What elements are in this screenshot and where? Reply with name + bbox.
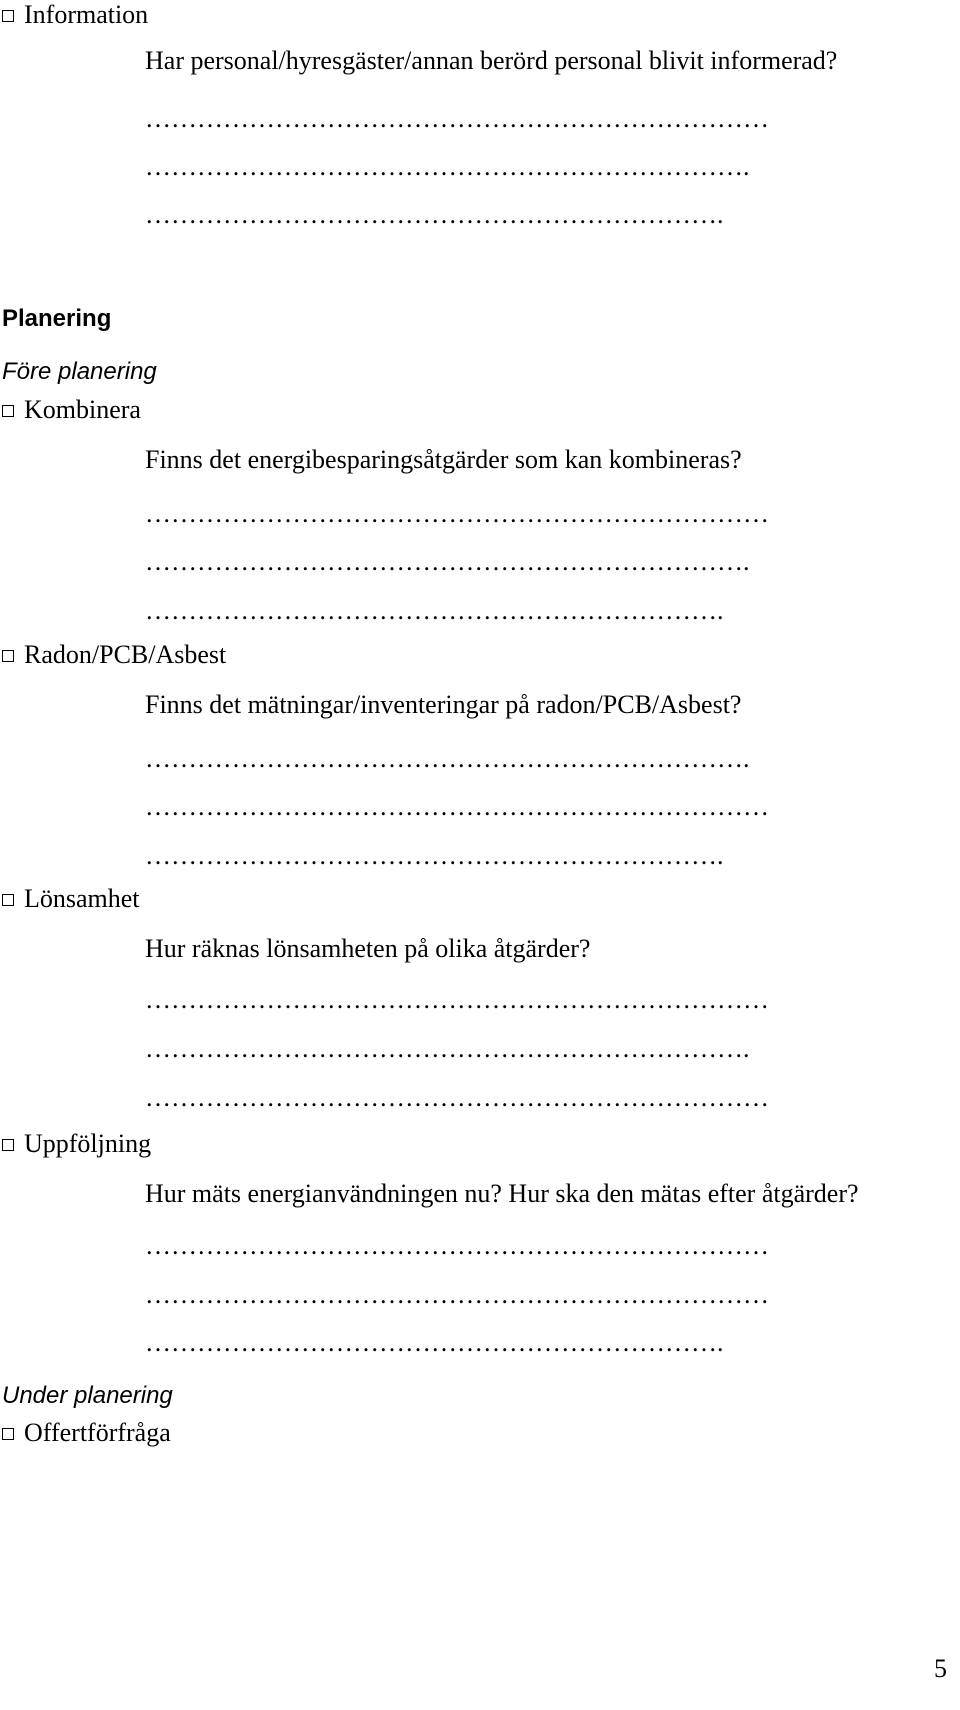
question-text: Hur räknas lönsamheten på olika åtgärder? (145, 934, 591, 963)
answer-line[interactable]: ……………………………………………………………. (145, 152, 750, 181)
checkbox-item-information[interactable] (2, 0, 148, 30)
item-label: Kombinera (24, 395, 141, 424)
checkbox-icon[interactable] (2, 650, 14, 662)
answer-line[interactable]: …………………………………………………………. (145, 841, 724, 870)
checkbox-item-offertforfraga[interactable] (2, 1418, 171, 1448)
answer-line[interactable]: ……………………………………………………………. (145, 1034, 750, 1063)
question-text: Har personal/hyresgäster/annan berörd personal blivit informerad? (145, 46, 838, 75)
item-label: Information (24, 0, 149, 29)
checkbox-icon[interactable] (2, 405, 14, 417)
item-label: Lönsamhet (24, 884, 140, 913)
checkbox-item-uppfoljning[interactable] (2, 1129, 151, 1159)
checkbox-icon[interactable] (2, 10, 14, 22)
checkbox-icon[interactable] (2, 1428, 14, 1440)
item-label: Uppföljning (24, 1129, 152, 1158)
subheading-fore-planering: Före planering (2, 358, 157, 385)
answer-line[interactable]: ……………………………………………………………… (145, 499, 769, 528)
item-label: Offertförfråga (24, 1418, 171, 1447)
section-heading: Planering (2, 305, 112, 332)
page-number: 5 (934, 1654, 947, 1683)
question-text: Hur mäts energianvändningen nu? Hur ska den mätas efter åtgärder? (145, 1179, 859, 1208)
answer-line[interactable]: ……………………………………………………………… (145, 1280, 769, 1309)
checkbox-item-radon-pcb-asbest[interactable] (2, 640, 226, 670)
checkbox-icon[interactable] (2, 894, 14, 906)
answer-line[interactable]: ……………………………………………………………… (145, 792, 769, 821)
answer-line[interactable]: ……………………………………………………………. (145, 547, 750, 576)
answer-line[interactable]: ……………………………………………………………… (145, 1231, 769, 1260)
checkbox-icon[interactable] (2, 1139, 14, 1151)
answer-line[interactable]: …………………………………………………………. (145, 1328, 724, 1357)
answer-line[interactable]: ……………………………………………………………… (145, 1083, 769, 1112)
answer-line[interactable]: …………………………………………………………. (145, 596, 724, 625)
item-label: Radon/PCB/Asbest (24, 640, 227, 669)
question-text: Finns det mätningar/inventeringar på radon/PCB/Asbest? (145, 690, 742, 719)
question-text: Finns det energibesparingsåtgärder som kan kombineras? (145, 445, 742, 474)
answer-line[interactable]: ……………………………………………………………… (145, 104, 769, 133)
subheading-under-planering: Under planering (2, 1382, 173, 1409)
checkbox-item-lonsamhet[interactable] (2, 884, 140, 914)
answer-line[interactable]: ……………………………………………………………. (145, 744, 750, 773)
answer-line[interactable]: ……………………………………………………………… (145, 985, 769, 1014)
answer-line[interactable]: …………………………………………………………. (145, 200, 724, 229)
checkbox-item-kombinera[interactable] (2, 395, 141, 425)
